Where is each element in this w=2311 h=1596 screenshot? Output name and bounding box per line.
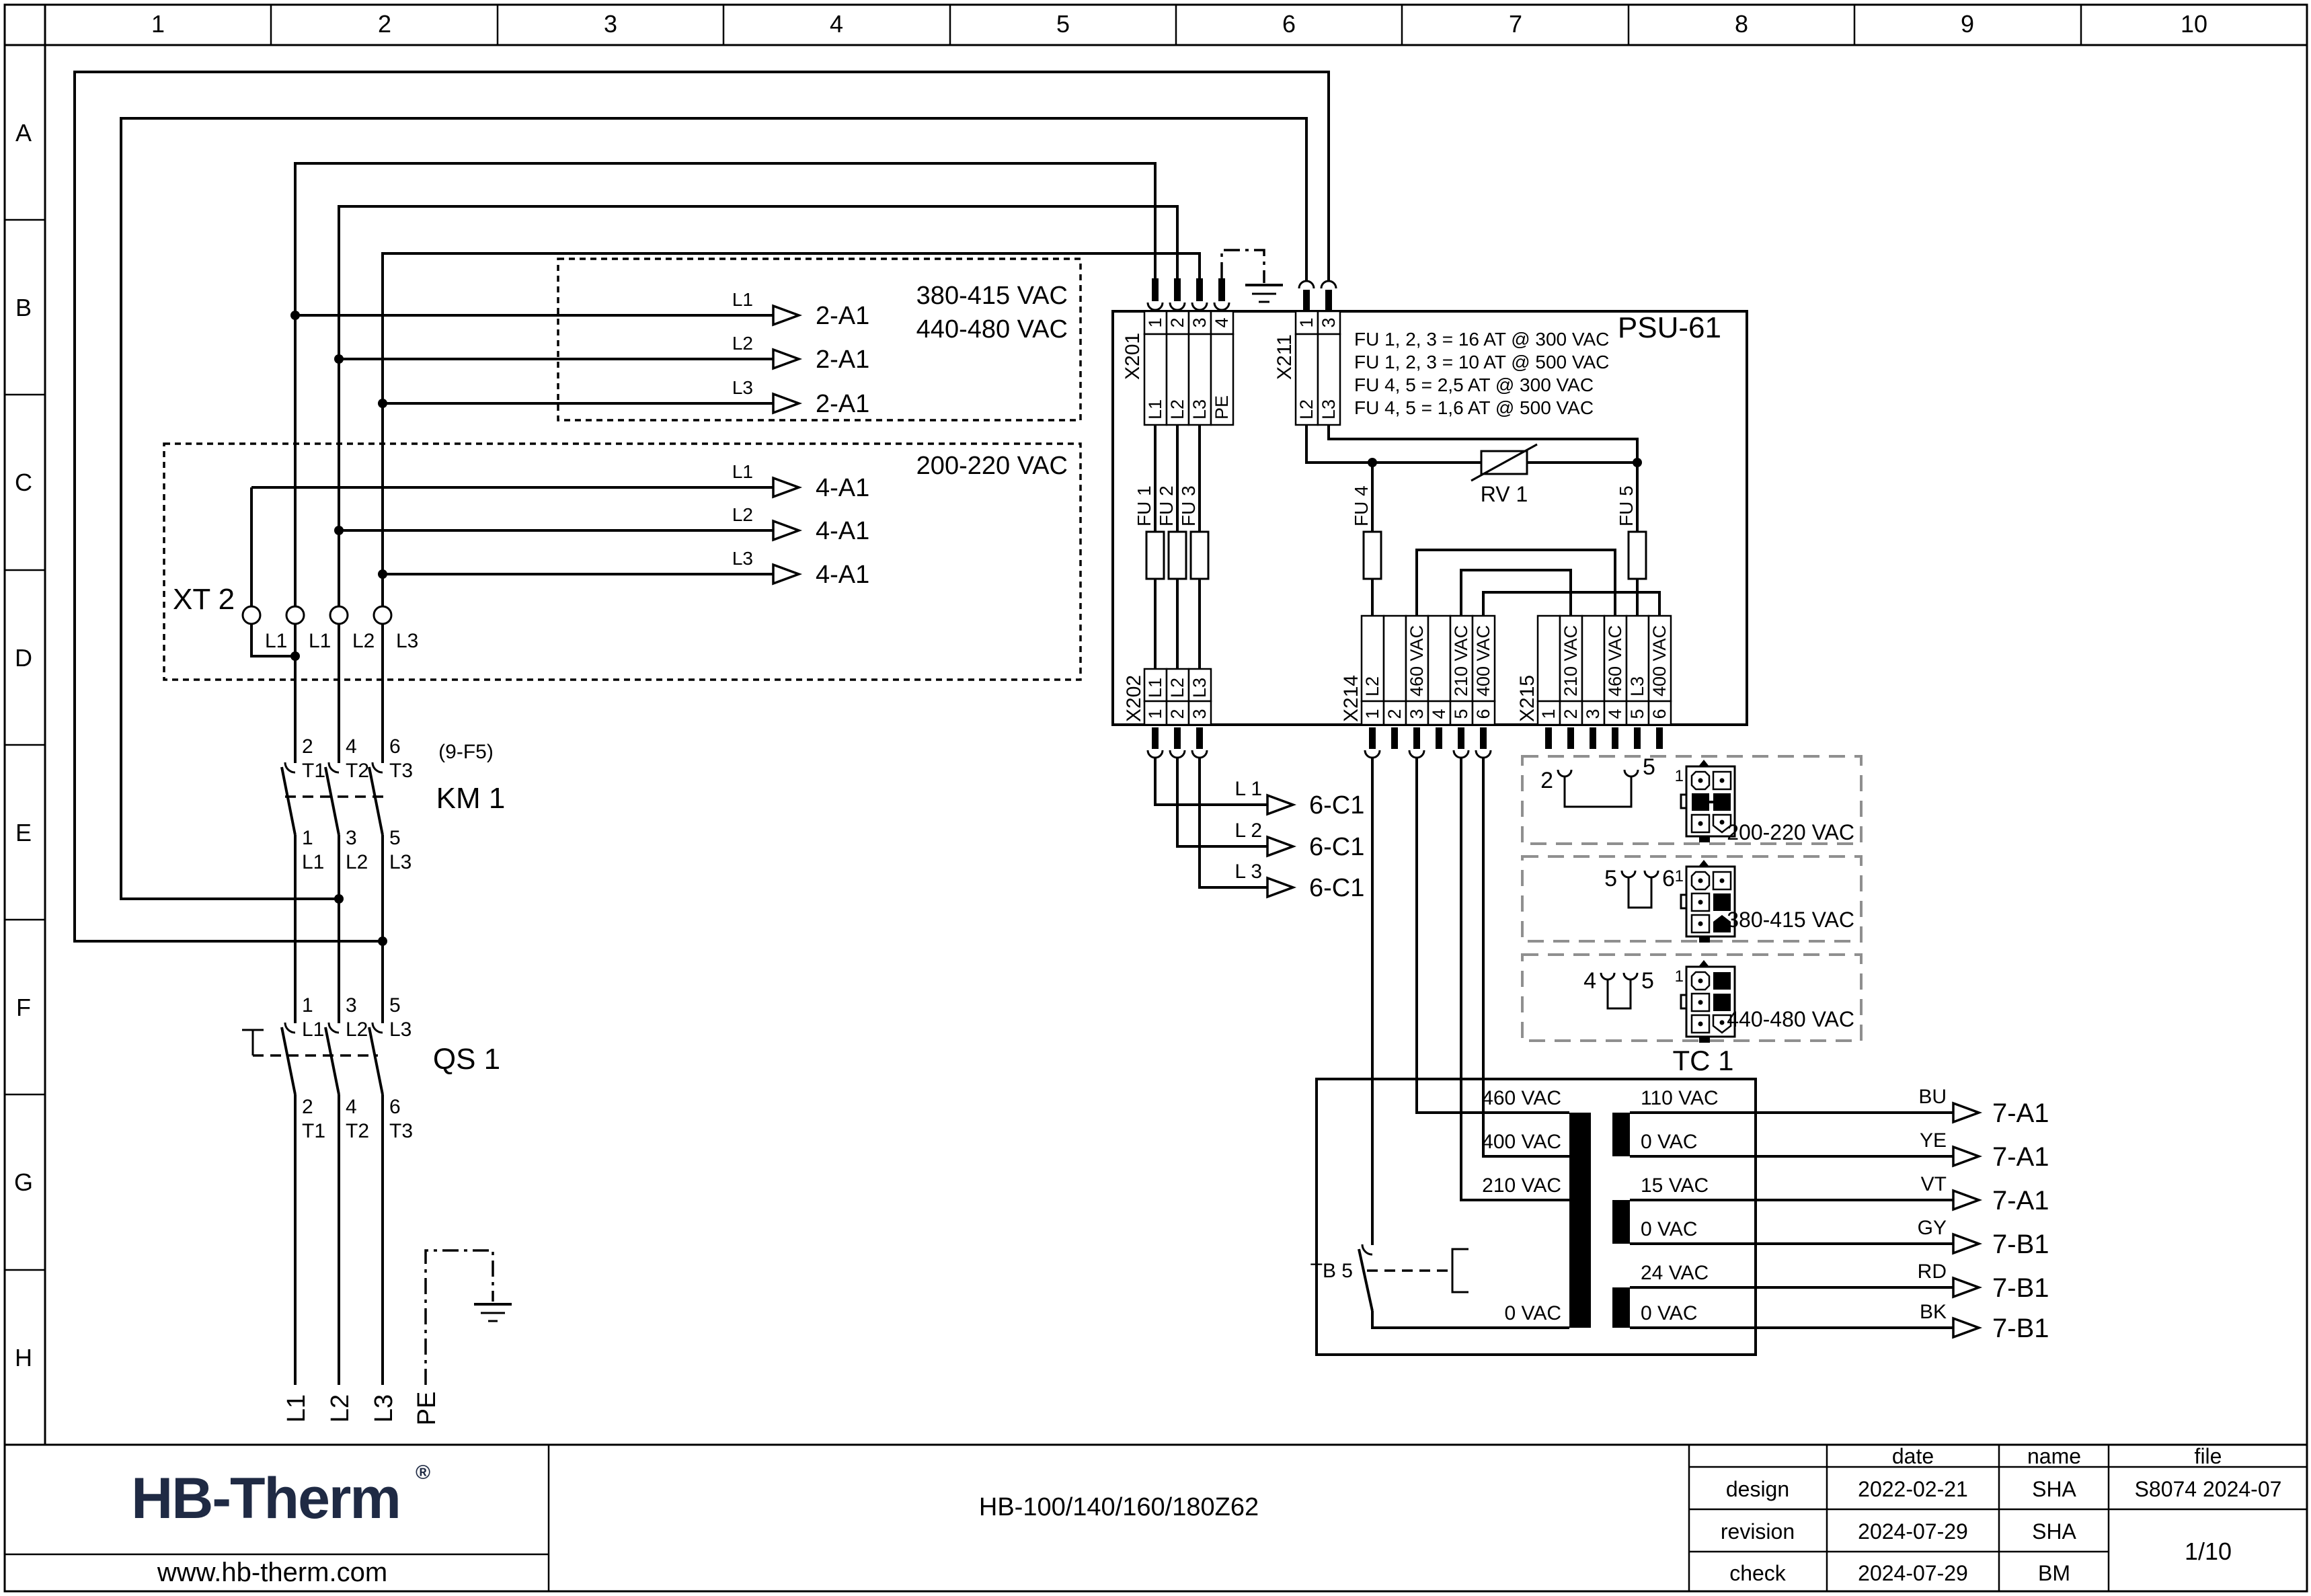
- primary-winding: [1569, 1113, 1591, 1328]
- jumper-pin: 4: [1583, 968, 1596, 994]
- pin-label: L3: [1627, 676, 1647, 696]
- title-block: [5, 1444, 2307, 1591]
- disconnect-qs1: [242, 994, 500, 1142]
- pin-number: 4: [1429, 709, 1449, 719]
- wire-color: VT: [1920, 1173, 1947, 1195]
- fuse-note: FU 1, 2, 3 = 10 AT @ 500 VAC: [1354, 352, 1610, 372]
- pin-number: 3: [346, 827, 357, 849]
- pin-label: T1: [302, 760, 326, 782]
- fuse-fu4: [1351, 463, 1381, 616]
- company-website: www.hb-therm.com: [157, 1558, 388, 1587]
- arrow: [1267, 837, 1293, 856]
- pin-label: L3: [389, 851, 412, 873]
- company-logo: HB-Therm: [131, 1466, 400, 1531]
- pin-label: 210 VAC: [1561, 625, 1581, 696]
- jumper-pin: 6: [1662, 866, 1675, 891]
- pin-label: L1: [302, 851, 325, 873]
- grid-col: 3: [603, 10, 618, 38]
- grid-col: 7: [1508, 10, 1523, 38]
- target-ref: 7-A1: [1992, 1142, 2049, 1172]
- contactor-km1: [282, 735, 505, 873]
- device-tag: TC 1: [1672, 1045, 1734, 1076]
- pin-number: 5: [389, 827, 401, 849]
- target-ref: 2-A1: [816, 302, 870, 330]
- switch-handle: [242, 1030, 264, 1055]
- pin-number: 1: [1538, 709, 1559, 719]
- secondary-winding: [1612, 1287, 1630, 1328]
- junction-dot: [378, 936, 387, 946]
- pin-label: T2: [346, 1120, 370, 1142]
- pin-label: L2: [346, 1019, 368, 1041]
- terminal-label: L1: [309, 630, 331, 652]
- option-box-2a1: [295, 259, 1081, 420]
- pin-number: 5: [1627, 709, 1647, 719]
- pin-label: T3: [389, 760, 414, 782]
- fuse-note: FU 4, 5 = 1,6 AT @ 500 VAC: [1354, 397, 1594, 418]
- pin-number: 1: [1145, 709, 1165, 719]
- sheet-number: 1/10: [2184, 1538, 2232, 1565]
- wire-label: L 2: [1235, 820, 1262, 842]
- pin-label: L2: [346, 851, 368, 873]
- terminal-label: L1: [265, 630, 288, 652]
- pin-label: L2: [1296, 399, 1317, 420]
- grid-col: 4: [829, 10, 844, 38]
- table-date: 2024-07-29: [1858, 1561, 1968, 1585]
- tap-label: 400 VAC: [1482, 1131, 1561, 1153]
- arrow: [773, 350, 799, 368]
- grid-col: 6: [1282, 10, 1296, 38]
- wire-color: RD: [1917, 1261, 1947, 1283]
- pin-label: L2: [1167, 677, 1187, 698]
- target-ref: 4-A1: [816, 561, 870, 589]
- grid-row: G: [13, 1168, 34, 1196]
- jumper-pin: 5: [1643, 754, 1655, 780]
- wire-color: GY: [1917, 1217, 1947, 1239]
- pin-number: 6: [1473, 709, 1493, 719]
- voltage-range: 200-220 VAC: [916, 452, 1068, 480]
- arrow: [1953, 1318, 1979, 1337]
- connector-x214: [1340, 616, 1495, 758]
- grid-col: 9: [1960, 10, 1975, 38]
- fuse-note: FU 1, 2, 3 = 16 AT @ 300 VAC: [1354, 329, 1610, 350]
- arrow: [1953, 1234, 1979, 1253]
- pin-label: 460 VAC: [1605, 625, 1625, 696]
- pin-number: 2: [1167, 709, 1187, 719]
- pin-number: 2: [1167, 317, 1187, 328]
- terminal-circle: [374, 606, 391, 624]
- mains-wiring: [75, 72, 1329, 1385]
- fuse-label: FU 5: [1616, 485, 1637, 526]
- pin-label: L3: [1189, 399, 1210, 420]
- pin-number: 4: [346, 1096, 357, 1118]
- pin-label: L1: [1145, 399, 1165, 420]
- plug-pictogram: [1675, 860, 1735, 943]
- tap-label: 0 VAC: [1504, 1302, 1561, 1324]
- junction-dot: [334, 894, 344, 904]
- tap-label: 24 VAC: [1641, 1262, 1709, 1284]
- device-tag: PSU-61: [1617, 311, 1721, 344]
- connector-name: X201: [1122, 332, 1144, 380]
- target-ref: 6-C1: [1309, 874, 1365, 902]
- arrow: [773, 565, 799, 584]
- fuse-note: FU 4, 5 = 2,5 AT @ 300 VAC: [1354, 374, 1594, 395]
- pin-number: 3: [1319, 317, 1339, 328]
- selector-box-200-220: [1522, 754, 1861, 844]
- terminal-circle: [330, 606, 348, 624]
- grid-row: D: [15, 644, 32, 672]
- tap-label: 0 VAC: [1641, 1131, 1698, 1153]
- pin-label: L3: [389, 1019, 412, 1041]
- voltage-range: 200-220 VAC: [1727, 820, 1854, 844]
- wire-color: BK: [1919, 1301, 1947, 1323]
- plug-pictogram: [1675, 960, 1735, 1043]
- option-box-4a1: [164, 444, 1081, 680]
- connector-name: X215: [1516, 674, 1538, 722]
- grid-col: 2: [377, 10, 392, 38]
- pin-label: L1: [302, 1019, 325, 1041]
- pin-number: 1: [1145, 317, 1165, 328]
- pin-label: L3: [1189, 677, 1210, 698]
- target-ref: 4-A1: [816, 517, 870, 545]
- wire-color: BU: [1918, 1086, 1947, 1108]
- voltage-range: 440-480 VAC: [916, 315, 1068, 344]
- table-header: file: [2194, 1444, 2222, 1468]
- wire-label: L2: [732, 504, 753, 525]
- pin-number: 3: [1189, 317, 1210, 328]
- connector-key: 1: [1674, 867, 1684, 885]
- arrow: [1953, 1278, 1979, 1297]
- target-ref: 6-C1: [1309, 833, 1365, 861]
- connector-name: X211: [1274, 334, 1296, 380]
- tap-label: 0 VAC: [1641, 1218, 1698, 1240]
- table-file: S8074 2024-07: [2134, 1477, 2282, 1501]
- wire-label: L 3: [1235, 861, 1262, 883]
- table-row-label: design: [1725, 1477, 1790, 1501]
- pin-number: 4: [1605, 709, 1625, 719]
- varistor-rv1: [1471, 444, 1537, 506]
- pin-label: L1: [1145, 677, 1165, 698]
- secondary-winding: [1612, 1113, 1630, 1156]
- target-ref: 6-C1: [1309, 791, 1365, 820]
- grid-row: H: [15, 1344, 32, 1371]
- wire-label: L3: [732, 548, 753, 569]
- pin-number: 1: [1362, 709, 1382, 719]
- grid-col: 8: [1734, 10, 1749, 38]
- registered-mark-icon: ®: [416, 1462, 431, 1484]
- pin-label: T3: [389, 1120, 414, 1142]
- connector-x201: [1122, 278, 1233, 425]
- pin-label: PE: [1212, 395, 1232, 420]
- pin-label: L2: [1167, 399, 1187, 420]
- phase-label: L1: [282, 1394, 311, 1423]
- pin-number: 5: [389, 994, 401, 1016]
- arrow: [773, 478, 799, 497]
- jumper-pin: 5: [1604, 866, 1617, 891]
- wire-label: L1: [732, 461, 753, 482]
- pin-label: 210 VAC: [1451, 625, 1471, 696]
- fuse-label: FU 1: [1134, 485, 1154, 526]
- connector-key: 1: [1674, 767, 1684, 785]
- target-ref: 7-A1: [1992, 1099, 2049, 1128]
- tap-label: 210 VAC: [1482, 1174, 1561, 1197]
- connector-x202: [1123, 669, 1211, 758]
- table-header: name: [2027, 1444, 2082, 1468]
- pin-number: 2: [302, 1096, 313, 1118]
- table-date: 2022-02-21: [1858, 1477, 1968, 1501]
- grid-col: 10: [2180, 10, 2208, 38]
- junction-dot: [290, 651, 300, 661]
- table-row-label: revision: [1720, 1519, 1795, 1544]
- pin-number: 3: [1189, 709, 1210, 719]
- pin-number: 3: [346, 994, 357, 1016]
- plug-pictogram: [1675, 760, 1735, 842]
- phase-label: L3: [370, 1394, 398, 1423]
- pin-label: 460 VAC: [1407, 625, 1427, 696]
- pin-number: 2: [1561, 709, 1581, 719]
- pin-number: 1: [302, 827, 313, 849]
- voltage-range: 440-480 VAC: [1727, 1007, 1854, 1031]
- voltage-range: 380-415 VAC: [916, 282, 1068, 310]
- pin-label: L2: [1362, 676, 1382, 696]
- table-name: SHA: [2032, 1519, 2076, 1544]
- supply-entry: [282, 1250, 512, 1425]
- wire-color: YE: [1919, 1129, 1947, 1152]
- tap-label: 0 VAC: [1641, 1302, 1698, 1324]
- target-ref: 2-A1: [816, 346, 870, 374]
- tap-label: 110 VAC: [1641, 1087, 1719, 1109]
- drawing-title: HB-100/140/160/180Z62: [978, 1493, 1259, 1521]
- fuse-label: FU 2: [1156, 485, 1177, 526]
- target-ref: 7-B1: [1992, 1230, 2049, 1259]
- thermal-breaker-tb5: [1310, 1244, 1468, 1311]
- earth-ground-icon: [1245, 285, 1283, 302]
- pin-number: 6: [1649, 709, 1670, 719]
- pin-label: L3: [1319, 399, 1339, 420]
- pin-number: 2: [302, 735, 313, 758]
- pin-label: 400 VAC: [1473, 625, 1493, 696]
- grid-col: 1: [151, 10, 165, 38]
- table-name: BM: [2038, 1561, 2070, 1585]
- pin-number: 6: [389, 1096, 401, 1118]
- earth-ground-icon: [474, 1304, 512, 1321]
- target-ref: 4-A1: [816, 474, 870, 502]
- terminal-label: L3: [396, 630, 419, 652]
- varistor-label: RV 1: [1480, 482, 1528, 506]
- fuse-label: FU 4: [1351, 485, 1372, 526]
- target-ref: 2-A1: [816, 390, 870, 418]
- fuse-label: FU 3: [1178, 485, 1199, 526]
- table-date: 2024-07-29: [1858, 1519, 1968, 1544]
- grid-row: B: [15, 294, 32, 321]
- outputs-6c1: [1155, 758, 1364, 902]
- terminal-label: L2: [352, 630, 375, 652]
- arrow: [773, 306, 799, 325]
- pin-label: T2: [346, 760, 370, 782]
- terminal-block-label: XT 2: [173, 583, 235, 616]
- pin-number: 3: [1583, 709, 1603, 719]
- arrow: [1953, 1191, 1979, 1209]
- terminal-circle: [243, 606, 260, 624]
- grid-row: C: [15, 469, 32, 496]
- pin-number: 4: [1212, 317, 1232, 328]
- wire-label: L1: [732, 289, 753, 310]
- cross-reference: (9-F5): [438, 741, 494, 763]
- outputs-7: [1918, 1086, 2049, 1343]
- psu-61: [1113, 250, 1747, 758]
- pin-number: 5: [1451, 709, 1471, 719]
- wire-label: L 1: [1235, 778, 1262, 800]
- pin-number: 4: [346, 735, 357, 758]
- table-row-label: check: [1729, 1561, 1786, 1585]
- pin-number: 6: [389, 735, 401, 758]
- wire-label: L3: [732, 377, 753, 398]
- device-tag: QS 1: [432, 1043, 501, 1076]
- arrow: [773, 521, 799, 540]
- pin-number: 1: [302, 994, 313, 1016]
- target-ref: 7-B1: [1992, 1314, 2049, 1343]
- arrow: [1267, 795, 1293, 814]
- connector-name: X214: [1340, 674, 1362, 722]
- wire-label: L2: [732, 333, 753, 354]
- pin-number: 1: [1296, 317, 1317, 328]
- terminal-circle: [286, 606, 304, 624]
- pin-label: 400 VAC: [1649, 625, 1670, 696]
- table-header: date: [1891, 1444, 1934, 1468]
- grid-row: A: [15, 119, 32, 147]
- arrow: [1953, 1103, 1979, 1122]
- connector-name: X202: [1123, 674, 1145, 722]
- device-tag: KM 1: [436, 782, 506, 815]
- pin-label: T1: [302, 1120, 326, 1142]
- connector-x215: [1516, 616, 1671, 749]
- pin-number: 3: [1407, 709, 1427, 719]
- connector-x211: [1274, 281, 1340, 425]
- phase-label: L2: [326, 1394, 354, 1423]
- arrow: [773, 394, 799, 413]
- selector-box-440-480: [1522, 955, 1861, 1043]
- jumper-pin: 2: [1540, 768, 1553, 793]
- grid-row: E: [15, 819, 32, 846]
- grid-col: 5: [1056, 10, 1070, 38]
- secondary-winding: [1612, 1200, 1630, 1244]
- tap-label: 460 VAC: [1482, 1087, 1561, 1109]
- connector-key: 1: [1674, 967, 1684, 986]
- pin-number: 2: [1384, 709, 1405, 719]
- grid-row: F: [16, 994, 31, 1021]
- arrow: [1953, 1147, 1979, 1166]
- table-name: SHA: [2032, 1477, 2076, 1501]
- target-ref: 7-B1: [1992, 1273, 2049, 1303]
- phase-label: PE: [413, 1391, 441, 1426]
- breaker-label: TB 5: [1310, 1260, 1353, 1282]
- voltage-range: 380-415 VAC: [1727, 908, 1854, 932]
- arrow: [1267, 878, 1293, 897]
- fuse-fu1: [1134, 425, 1164, 669]
- target-ref: 7-A1: [1992, 1186, 2049, 1215]
- tap-label: 15 VAC: [1641, 1174, 1709, 1197]
- selector-box-380-415: [1522, 856, 1861, 943]
- transformer-tc1: [1310, 758, 1953, 1355]
- jumper-pin: 5: [1641, 968, 1654, 994]
